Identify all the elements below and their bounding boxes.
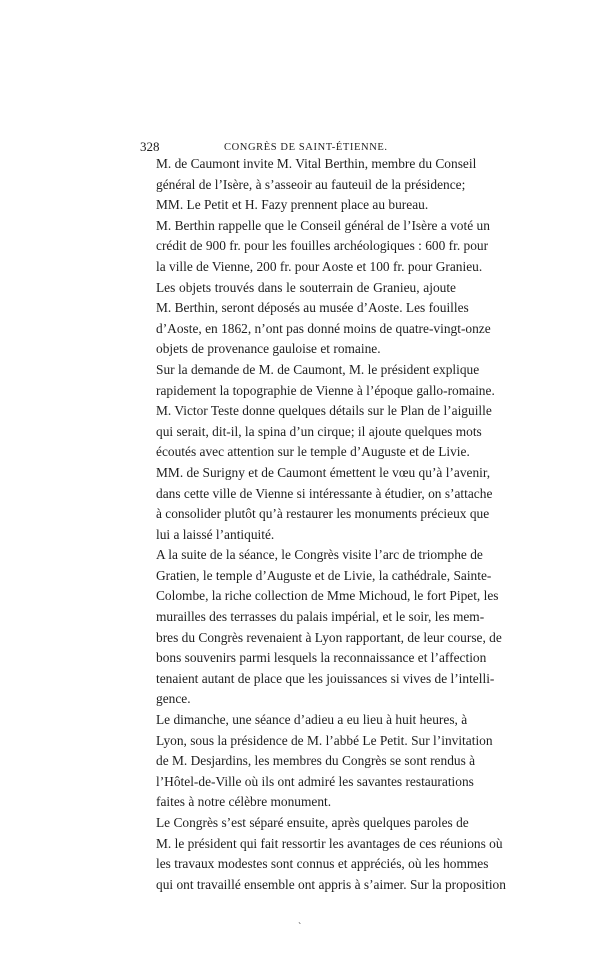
text-line: Lyon, sous la présidence de M. l’abbé Le Petit. Sur l’invitation [156,732,493,748]
scan-mark: ˋ [298,922,302,933]
text-line: tenaient autant de place que les jouissances si vives de l’intelli- [156,670,495,686]
text-line: objets de provenance gauloise et romaine. [156,341,381,357]
text-line: murailles des terrasses du palais impérial, et le soir, les mem- [156,609,485,625]
text-line: MM. Le Petit et H. Fazy prennent place au bureau. [156,197,429,213]
paragraph [140,463,493,545]
text-line: la ville de Vienne, 200 fr. pour Aoste et 100 fr. pour Granieu. [156,258,483,274]
text-line: rapidement la topographie de Vienne à l’époque gallo-romaine. [156,382,495,398]
text-line: bons souvenirs parmi lesquels la reconnaissance et l’affection [156,650,487,666]
text-line: les travaux modestes sont connus et appréciés, où les hommes [156,856,489,872]
text-line: général de l’Isère, à s’asseoir au fauteuil de la présidence; [156,176,466,192]
text-line: M. le président qui fait ressortir les avantages de ces réunions où [156,835,503,851]
paragraph [140,154,477,216]
text-line: qui ont travaillé ensemble ont appris à s’aimer. Sur la proposition [156,876,506,892]
paragraph [140,710,493,813]
text-line: Sur la demande de M. de Caumont, M. le président explique [156,361,480,377]
paragraph [140,545,502,710]
text-line: à consolider plutôt qu’à restaurer les monuments précieux que [156,506,490,522]
text-line: gence. [156,691,191,707]
text-line: faites à notre célèbre monument. [156,794,332,810]
text-line: écoutés avec attention sur le temple d’Auguste et de Livie. [156,444,470,460]
text-line: Gratien, le temple d’Auguste et de Livie, la cathédrale, Sainte- [156,567,492,583]
text-line: qui serait, dit-il, la spina d’un cirque; il ajoute quelques mots [156,423,482,439]
paragraph [140,360,495,463]
text-line: dans cette ville de Vienne si intéressante à étudier, on s’attache [156,485,493,501]
text-line: Les objets trouvés dans le souterrain de Granieu, ajoute [156,279,456,295]
text-line: d’Aoste, en 1862, n’ont pas donné moins de quatre-vingt-onze [156,320,491,336]
text-line: de M. Desjardins, les membres du Congrès se sont rendus à [156,753,476,769]
text-line: Colombe, la riche collection de Mme Michoud, le fort Pipet, les [156,588,499,604]
text-line: Le Congrès s’est séparé ensuite, après quelques paroles de [156,815,469,830]
text-line: M. Berthin, seront déposés au musée d’Aoste. Les fouilles [156,300,469,316]
text-line: l’Hôtel-de-Ville où ils ont admiré les savantes restaurations [156,773,474,789]
text-line: bres du Congrès revenaient à Lyon rapportant, de leur course, de [156,629,502,645]
paragraph [140,813,506,895]
text-line: MM. de Surigny et de Caumont émettent le vœu qu’à l’avenir, [156,464,491,480]
text-line: crédit de 900 fr. pour les fouilles archéologiques : 600 fr. pour [156,238,489,254]
page-number: 328 [140,139,160,154]
text-line: M. Victor Teste donne quelques détails sur le Plan de l’aiguille [156,403,492,419]
running-title: CONGRÈS DE SAINT-ÉTIENNE. [224,142,388,153]
text-line: Le dimanche, une séance d’adieu a eu lieu à huit heures, à [156,712,468,728]
text-line: M. de Caumont invite M. Vital Berthin, membre du Conseil [156,156,477,171]
paragraph [140,216,491,360]
text-line: M. Berthin rappelle que le Conseil général de l’Isère a voté un [156,217,490,233]
body-text [140,154,506,895]
text-line: lui a laissé l’antiquité. [156,526,275,542]
text-line: A la suite de la séance, le Congrès visite l’arc de triomphe de [156,547,483,563]
